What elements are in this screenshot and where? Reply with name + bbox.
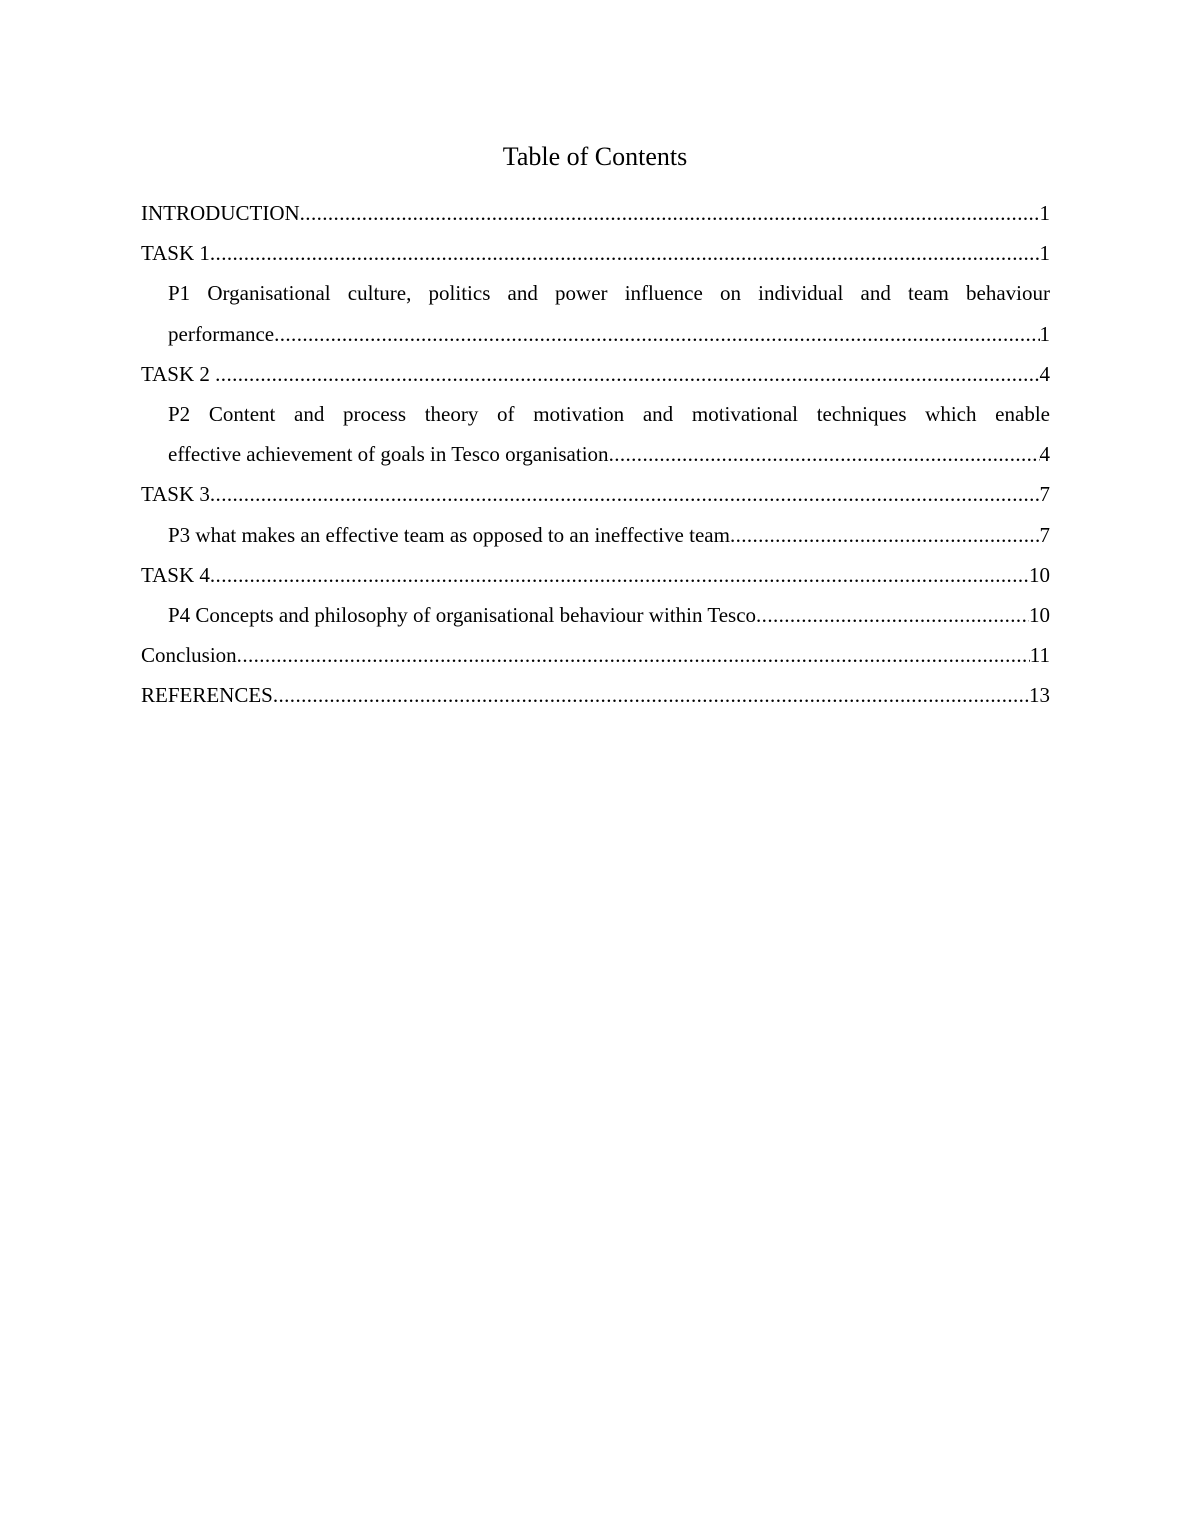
toc-page-number: 11 <box>1029 643 1050 668</box>
toc-word: theory <box>424 401 479 426</box>
toc-entry-references[interactable] <box>141 675 1050 715</box>
dot-leader <box>210 474 1040 514</box>
toc-entry-text: TASK 2 <box>141 361 216 386</box>
dot-leader <box>210 233 1040 273</box>
toc-entry-p2[interactable] <box>141 394 1050 474</box>
toc-entry-text: P3 what makes an effective team as opposed to an ineffective team <box>168 522 730 547</box>
dot-leader <box>756 595 1029 635</box>
toc-entry-text: INTRODUCTION <box>141 201 300 225</box>
toc-entry-introduction[interactable] <box>141 193 1050 233</box>
toc-entry-text-line-2: performance <box>168 321 275 346</box>
toc-entry-conclusion[interactable] <box>141 635 1050 675</box>
toc-word: individual <box>758 281 844 306</box>
toc-page-number: 1 <box>1039 241 1050 266</box>
toc-word: influence <box>624 281 703 306</box>
toc-entry-text: Conclusion <box>141 643 237 668</box>
dot-leader <box>609 434 1040 474</box>
toc-entry-task-4[interactable] <box>141 555 1050 595</box>
toc-entry-task-3[interactable] <box>141 474 1050 514</box>
toc-entry-task-2[interactable] <box>141 354 1050 394</box>
toc-word: and <box>642 401 674 426</box>
toc-entry-p3[interactable] <box>141 515 1050 555</box>
toc-word: motivation <box>533 401 625 426</box>
toc-word: on <box>720 281 741 306</box>
toc-word: motivational <box>691 401 799 426</box>
toc-word: of <box>497 401 515 426</box>
toc-page-number: 4 <box>1039 361 1050 386</box>
toc-entry-text: TASK 1 <box>141 241 210 266</box>
toc-word: and <box>860 281 891 306</box>
toc-page-number: 1 <box>1039 201 1050 225</box>
toc-word: P1 <box>168 281 191 306</box>
toc-entry-text: P4 Concepts and philosophy of organisational behaviour within Tesco <box>168 602 757 627</box>
toc-entry-text-line-1 <box>168 273 1050 313</box>
toc-word: politics <box>428 281 491 306</box>
toc-page-number: 7 <box>1039 482 1050 507</box>
toc-word: which <box>925 401 977 426</box>
toc-entry-task-1[interactable] <box>141 233 1050 273</box>
toc-page-number: 13 <box>1029 683 1050 708</box>
toc-entry-text: TASK 3 <box>141 482 210 507</box>
dot-leader <box>274 314 1039 354</box>
dot-leader <box>215 354 1039 394</box>
table-of-contents <box>141 193 1050 715</box>
toc-page-number: 4 <box>1039 442 1050 467</box>
toc-word: culture, <box>347 281 412 306</box>
dot-leader <box>300 193 1040 233</box>
toc-word: power <box>555 281 608 306</box>
toc-word: team <box>908 281 949 306</box>
dot-leader <box>273 675 1029 715</box>
toc-page-number: 1 <box>1039 321 1050 346</box>
toc-entry-text-line-2: effective achievement of goals in Tesco organisation <box>168 442 609 467</box>
dot-leader <box>210 555 1029 595</box>
toc-word: process <box>343 401 407 426</box>
toc-entry-text-line-1 <box>168 394 1050 434</box>
toc-entry-text: REFERENCES <box>141 683 273 708</box>
toc-page-number: 7 <box>1039 522 1050 547</box>
page-title: Table of Contents <box>502 142 688 171</box>
toc-word: and <box>507 281 538 306</box>
toc-page-number: 10 <box>1029 562 1050 587</box>
toc-word: and <box>294 401 325 426</box>
toc-word: Content <box>208 401 276 426</box>
toc-entry-p1[interactable] <box>141 273 1050 353</box>
toc-word: behaviour <box>966 281 1050 306</box>
toc-word: P2 <box>168 401 191 426</box>
toc-entry-text: TASK 4 <box>141 562 210 587</box>
toc-word: enable <box>995 401 1050 426</box>
toc-word: Organisational <box>207 281 331 306</box>
dot-leader <box>237 635 1030 675</box>
dot-leader <box>730 515 1040 555</box>
toc-page-number: 10 <box>1029 602 1050 627</box>
toc-entry-p4[interactable] <box>141 595 1050 635</box>
toc-word: techniques <box>816 401 907 426</box>
